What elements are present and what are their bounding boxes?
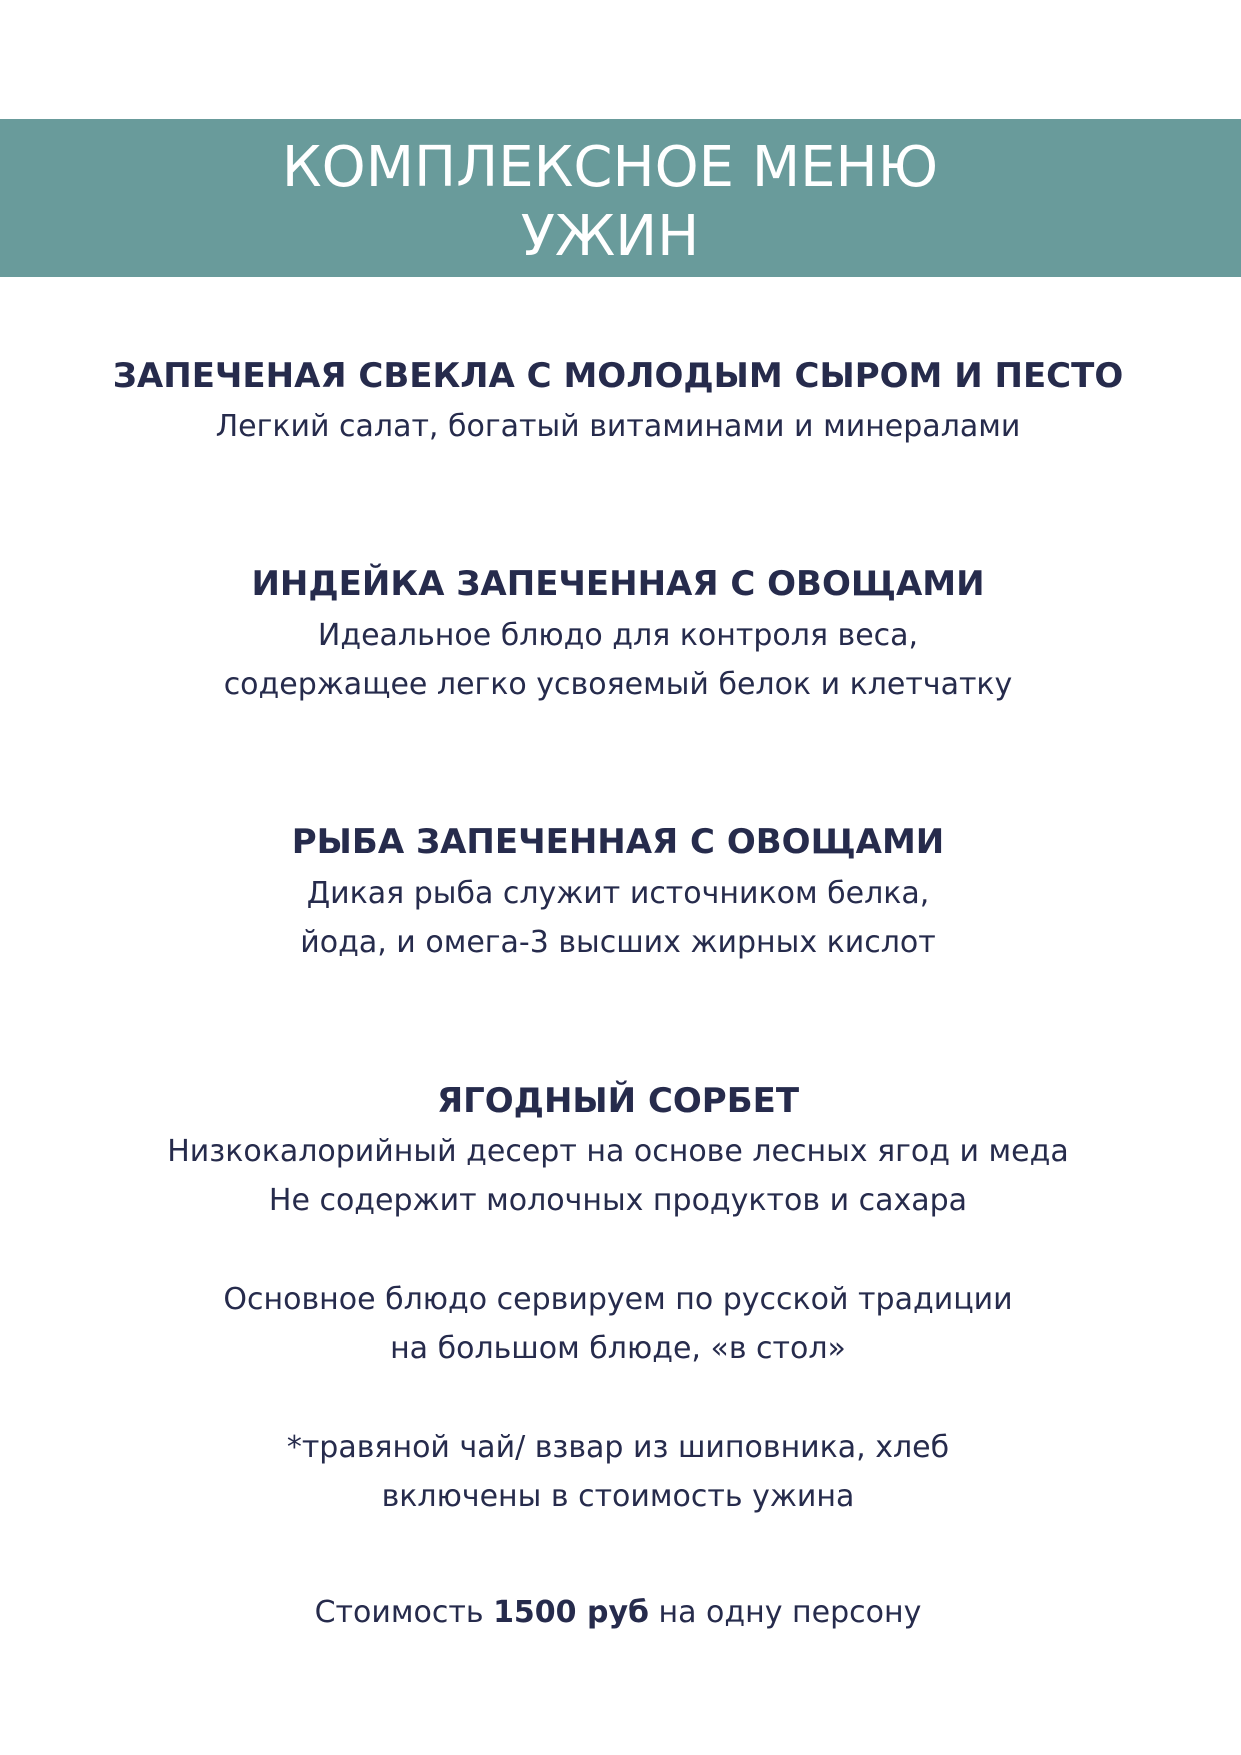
price-amount: 1500 руб bbox=[493, 1595, 649, 1630]
price-prefix: Стоимость bbox=[314, 1595, 494, 1630]
serving-note-line2: на большом блюде, «в стол» bbox=[390, 1331, 846, 1366]
serving-note-line1: Основное блюдо сервируем по русской традиции bbox=[223, 1282, 1013, 1317]
dish-title-fish: РЫБА ЗАПЕЧЕННАЯ С ОВОЩАМИ bbox=[291, 822, 945, 862]
dish-description-beet: Легкий салат, богатый витаминами и минералами bbox=[215, 409, 1021, 444]
dish-title-turkey: ИНДЕЙКА ЗАПЕЧЕННАЯ С ОВОЩАМИ bbox=[251, 564, 985, 604]
price-suffix: на одну персону bbox=[648, 1595, 922, 1630]
header-banner bbox=[0, 119, 1241, 277]
included-note-line1: *травяной чай/ взвар из шиповника, хлеб bbox=[286, 1430, 950, 1465]
dish-description-fish-line1: Дикая рыба служит источником белка, bbox=[306, 876, 930, 911]
menu-subtitle: УЖИН bbox=[520, 204, 700, 269]
dish-title-sorbet: ЯГОДНЫЙ СОРБЕТ bbox=[436, 1081, 800, 1121]
menu-title: КОМПЛЕКСНОЕ МЕНЮ bbox=[281, 135, 939, 200]
price-line bbox=[0, 1595, 1236, 1630]
dish-description-turkey-line1: Идеальное блюдо для контроля веса, bbox=[317, 618, 919, 653]
dish-description-sorbet-line2: Не содержит молочных продуктов и сахара bbox=[268, 1183, 968, 1218]
included-note-line2: включены в стоимость ужина bbox=[381, 1479, 855, 1514]
dish-title-beet: ЗАПЕЧЕНАЯ СВЕКЛА С МОЛОДЫМ СЫРОМ И ПЕСТО bbox=[112, 356, 1124, 396]
dish-description-fish-line2: йода, и омега-3 высших жирных кислот bbox=[300, 925, 936, 960]
dish-description-sorbet-line1: Низкокалорийный десерт на основе лесных ягод и меда bbox=[167, 1134, 1069, 1169]
dish-description-turkey-line2: содержащее легко усвояемый белок и клетчатку bbox=[223, 667, 1013, 702]
